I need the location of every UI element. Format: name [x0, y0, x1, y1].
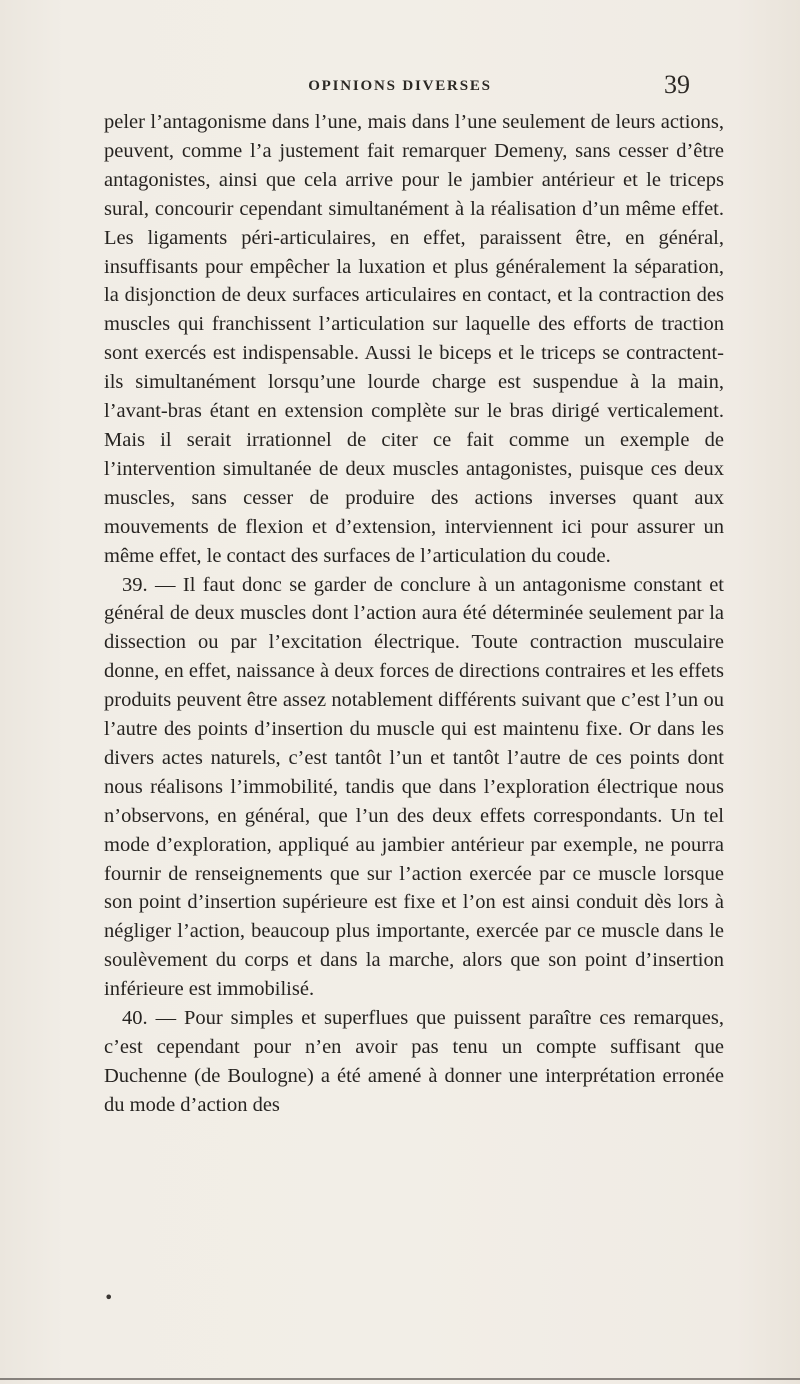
page-number: 39 — [664, 70, 690, 99]
paragraph-section-39: 39. — Il faut donc se garder de conclure à un antagonisme constant et général de deux muscles dont l’action aura été déterminée seulement par la dissection ou par l’excitation électrique. Toute contraction musculaire donne, en effet, naissance à deux forces de directions contraires et les effets produits peuvent être assez notablement différents suivant que c’est l’un ou l’autre des points d’insertion du muscle qui est maintenu fixe. Or dans les divers actes naturels, c’est tantôt l’un et tantôt l’autre de ces points dont nous réalisons l’immobilité, tandis que dans l’exploration électrique nous n’observons, en général, que l’un des deux effets correspondants. Un tel mode d’exploration, appliqué au jambier antérieur par exemple, ne pourra fournir de renseignements que sur l’action exercée par ce muscle lorsque son point d’insertion supérieure est fixe et l’on est ainsi conduit dès lors à négliger l’action, beaucoup plus importante, exercée par ce muscle dans le soulèvement du corps et dans la marche, alors que son point d’insertion inférieure est immobilisé. — [104, 573, 724, 1001]
paragraph-section-40: 40. — Pour simples et superflues que puissent paraître ces remarques, c’est cependant pour n’en avoir pas tenu un compte suffisant que Duchenne (de Boulogne) a été amené à donner une interprétation erronée du mode d’action des — [104, 1007, 724, 1116]
body-text — [104, 108, 724, 1120]
stray-ink-mark: • — [104, 1288, 114, 1307]
running-title: OPINIONS DIVERSES — [308, 78, 492, 94]
paragraph-continuation: peler l’antagonisme dans l’une, mais dans l’une seulement de leurs actions, peuvent, comme l’a justement fait remarquer Demeny, sans cesser d’être antagonistes, ainsi que cela arrive pour le jambier antérieur et le triceps sural, concourir cependant simultanément à la réalisation d’un même effet. Les ligaments péri-articulaires, en effet, paraissent être, en général, insuffisants pour empêcher la luxation et plus généralement la séparation, la disjonction de deux surfaces articulaires en contact, et la contraction des muscles qui franchissent l’articulation sur laquelle des efforts de traction sont exercés est indispensable. Aussi le biceps et le triceps se contractent-ils simultanément lorsqu’une lourde charge est suspendue à la main, l’avant-bras étant en extension complète sur le bras dirigé verticalement. Mais il serait irrationnel de citer ce fait comme un exemple de l’intervention simultanée de deux muscles antagonistes, puisque ces deux muscles, sans cesser de produire des actions inverses quant aux mouvements de flexion et d’extension, interviennent ici pour assurer un même effet, le contact des surfaces de l’articulation du coude. — [104, 111, 724, 567]
bottom-edge-line — [0, 1378, 800, 1380]
page-header — [0, 70, 800, 112]
